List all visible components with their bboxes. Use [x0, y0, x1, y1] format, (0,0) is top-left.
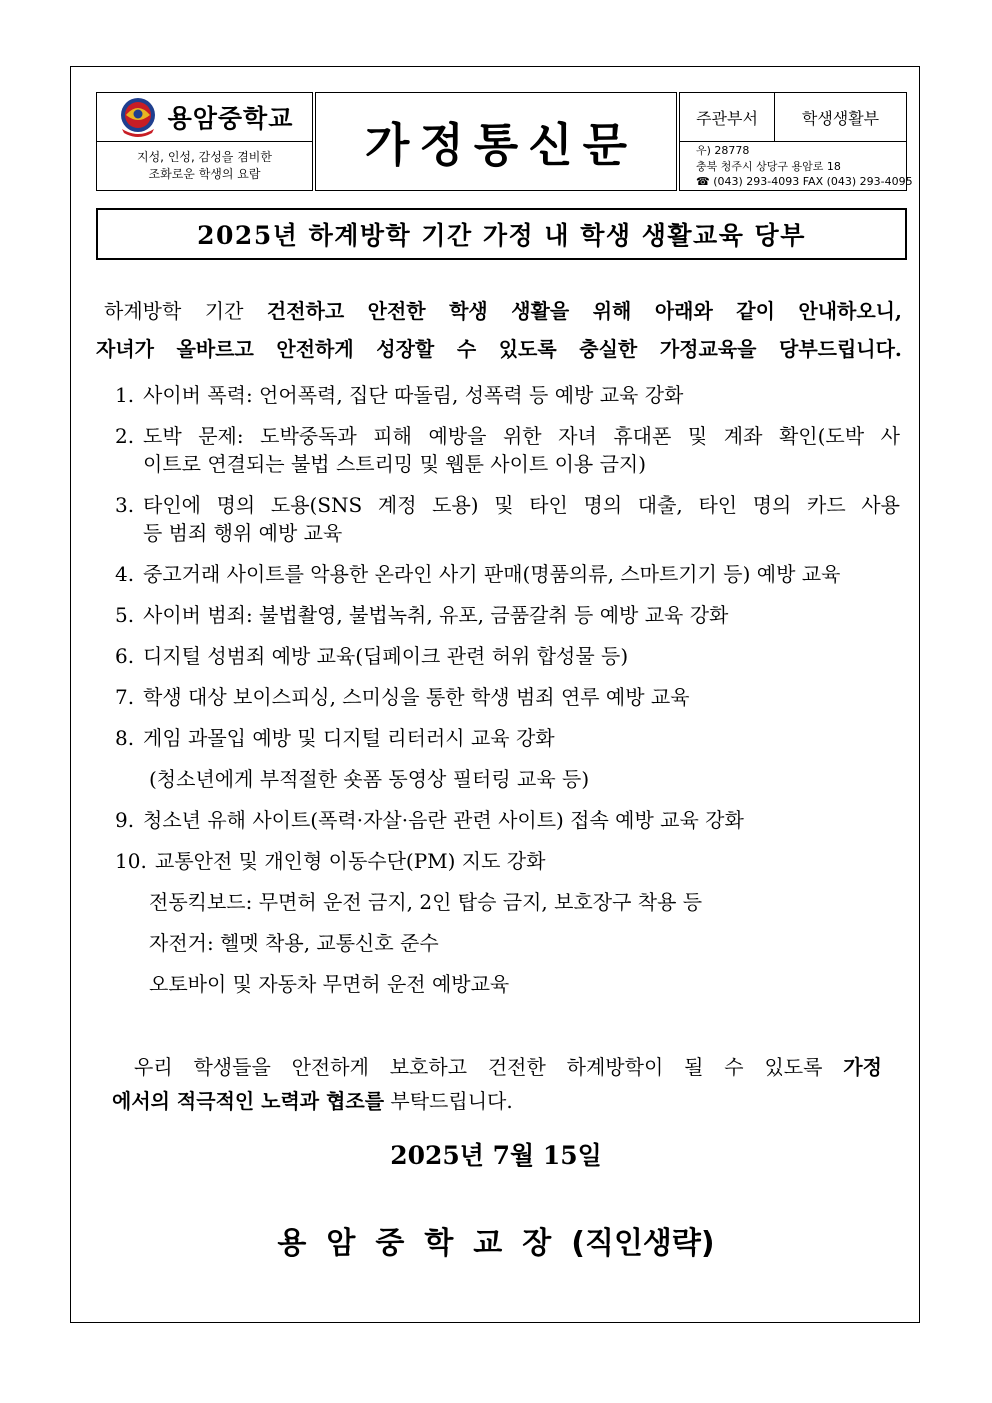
department-value: 학생생활부 [801, 108, 880, 128]
word: 생활을 [511, 299, 570, 323]
word: 예방을 [428, 424, 487, 448]
intro-line [96, 292, 902, 330]
word: 자녀가 [96, 337, 154, 361]
doc-type-title: 가정통신문 [364, 117, 638, 172]
word: 자녀 [558, 424, 597, 448]
word: 수 [456, 337, 477, 361]
item-text-line: 사이버 폭력: 언어폭력, 집단 따돌림, 성폭력 등 예방 교육 강화 [143, 383, 684, 407]
guidance-item [115, 601, 900, 629]
item-10-detail: 자전거: 헬멧 착용, 교통신호 준수 [149, 931, 439, 955]
item-10-detail: 오토바이 및 자동차 무면허 운전 예방교육 [149, 972, 510, 996]
word: 확인(도박 [778, 424, 865, 448]
closing-bold: 에서의 적극적인 노력과 협조를 [112, 1089, 385, 1113]
word: 타인 [698, 493, 738, 517]
closing-paragraph [112, 1050, 882, 1118]
word: 도박 [143, 424, 182, 448]
guidance-list [115, 381, 900, 1011]
word: 및 [687, 424, 708, 448]
notice-headline: 2025년 하계방학 기간 가정 내 학생 생활교육 당부 [96, 208, 907, 260]
word: 타인에 [143, 493, 201, 517]
school-box [96, 92, 313, 191]
item-8-note: (청소년에게 부적절한 숏폼 동영상 필터링 교육 등) [149, 767, 590, 791]
principal-title: 용암중학교장 [277, 1226, 572, 1261]
word: 안전하게 [291, 1055, 369, 1079]
item-10-detail: 전동킥보드: 무면허 운전 금지, 2인 탑승 금지, 보호장구 착용 등 [149, 890, 703, 914]
department-row [680, 93, 906, 142]
word: 및 [494, 493, 514, 517]
item-text-line: 이트로 연결되는 불법 스트리밍 및 웹툰 사이트 이용 금지) [143, 452, 647, 476]
word: 성장할 [376, 337, 435, 361]
item-text [143, 642, 900, 670]
intro-paragraph [96, 292, 902, 368]
word: 안전하게 [276, 337, 354, 361]
word: 위한 [502, 424, 542, 448]
word: 학생 [449, 299, 488, 323]
guidance-items [115, 381, 900, 752]
word: 도용(SNS [270, 493, 363, 517]
school-logo-row [97, 93, 312, 142]
postal-code: 우) 28778 [696, 144, 750, 157]
word: 될 [684, 1055, 704, 1079]
school-emblem-icon [116, 95, 160, 139]
item-text: 청소년 유해 사이트(폭력·자살·음란 관련 사이트) 접속 예방 교육 강화 [143, 808, 744, 832]
word: 안내하오니, [798, 299, 902, 323]
word: 계좌 [723, 424, 763, 448]
word: 기간 [204, 299, 244, 323]
item-number: 3. [115, 493, 135, 517]
closing-line [112, 1050, 882, 1084]
word: 건전한 [487, 1055, 546, 1079]
guidance-item [115, 642, 900, 670]
motto-line: 조화로운 학생의 요람 [148, 167, 261, 181]
word: 하계방학이 [566, 1055, 664, 1079]
word: 명의 [583, 493, 623, 517]
item-text-line: 학생 대상 보이스피싱, 스미싱을 통한 학생 범죄 연루 예방 교육 [143, 685, 690, 709]
word: 당부드립니다. [779, 337, 902, 361]
word: 명의 [752, 493, 792, 517]
seal-omitted: (직인생략) [571, 1226, 715, 1261]
word: 사 [880, 424, 900, 448]
item-text [143, 491, 900, 547]
word: 카드 [807, 493, 846, 517]
word: 피해 [373, 424, 412, 448]
item-text [143, 601, 900, 629]
word: 하계방학 [104, 299, 182, 323]
department-box [679, 92, 913, 191]
word: 올바르고 [176, 337, 254, 361]
item-number: 1. [115, 383, 135, 407]
guidance-item [115, 422, 900, 478]
item-text-line: 사이버 범죄: 불법촬영, 불법녹취, 유포, 금품갈취 등 예방 교육 강화 [143, 603, 729, 627]
word: 학생들을 [193, 1055, 271, 1079]
item-text-line: 중고거래 사이트를 악용한 온라인 사기 판매(명품의류, 스마트기기 등) 예방 교육 [143, 562, 841, 586]
guidance-item [115, 847, 900, 875]
item-text [143, 724, 900, 752]
item-number: 4. [115, 562, 135, 586]
guidance-item [115, 724, 900, 752]
word: 도박중독과 [260, 424, 357, 448]
word: 우리 [134, 1055, 173, 1079]
item-number: 8. [115, 726, 135, 750]
item-number: 10. [115, 849, 147, 873]
item-text: 교통안전 및 개인형 이동수단(PM) 지도 강화 [155, 849, 546, 873]
word: 사용 [861, 493, 900, 517]
item-text [143, 422, 900, 478]
guidance-item [115, 560, 900, 588]
word: 위해 [592, 299, 632, 323]
item-number: 7. [115, 685, 135, 709]
item-number: 6. [115, 644, 135, 668]
word: 명의 [216, 493, 256, 517]
item-text-line: 디지털 성범죄 예방 교육(딥페이크 관련 허위 합성물 등) [143, 644, 629, 668]
word: 건전하고 [266, 299, 345, 323]
word: 있도록 [764, 1055, 823, 1079]
phone-fax: ☎ (043) 293-4093 FAX (043) 293-4095 [696, 175, 913, 188]
item-text-line [143, 491, 900, 519]
word: 대출, [637, 493, 683, 517]
word: 보호하고 [389, 1055, 468, 1079]
school-name: 용암중학교 [167, 104, 294, 133]
item-text [143, 683, 900, 711]
doc-type-box [315, 92, 677, 191]
closing-text: 부탁드립니다. [384, 1089, 513, 1113]
guidance-item [115, 683, 900, 711]
word: 충실한 [579, 337, 638, 361]
issue-date: 2025년 7월 15일 [390, 1141, 602, 1170]
street-address: 충북 청주시 상당구 용암로 18 [696, 159, 841, 173]
item-text [143, 381, 900, 409]
guidance-item [115, 806, 900, 834]
word: 문제: [198, 424, 244, 448]
school-address [696, 143, 913, 190]
word: 있도록 [498, 337, 557, 361]
guidance-item [115, 381, 900, 409]
word: 계정 [377, 493, 417, 517]
closing-bold: 가정 [843, 1055, 882, 1079]
word: 같이 [736, 299, 775, 323]
word: 안전한 [367, 299, 426, 323]
item-text-line: 등 범죄 행위 예방 교육 [143, 521, 343, 545]
school-motto [97, 143, 312, 189]
item-number: 2. [115, 424, 135, 448]
item-number: 5. [115, 603, 135, 627]
item-text [143, 560, 900, 588]
signature [0, 1218, 992, 1262]
guidance-item [115, 491, 900, 547]
item-number: 9. [115, 808, 135, 832]
department-label: 주관부서 [680, 93, 775, 141]
motto-line: 지성, 인성, 감성을 겸비한 [137, 150, 272, 164]
word: 수 [724, 1055, 744, 1079]
word: 도용) [432, 493, 479, 517]
intro-line [96, 330, 902, 368]
word: 타인 [529, 493, 568, 517]
item-text-line [143, 422, 900, 450]
item-text-line: 게임 과몰입 예방 및 디지털 리터러시 교육 강화 [143, 726, 555, 750]
word: 가정교육을 [659, 337, 757, 361]
closing-line [112, 1084, 882, 1118]
word: 아래와 [654, 299, 713, 323]
word: 휴대폰 [613, 424, 672, 448]
